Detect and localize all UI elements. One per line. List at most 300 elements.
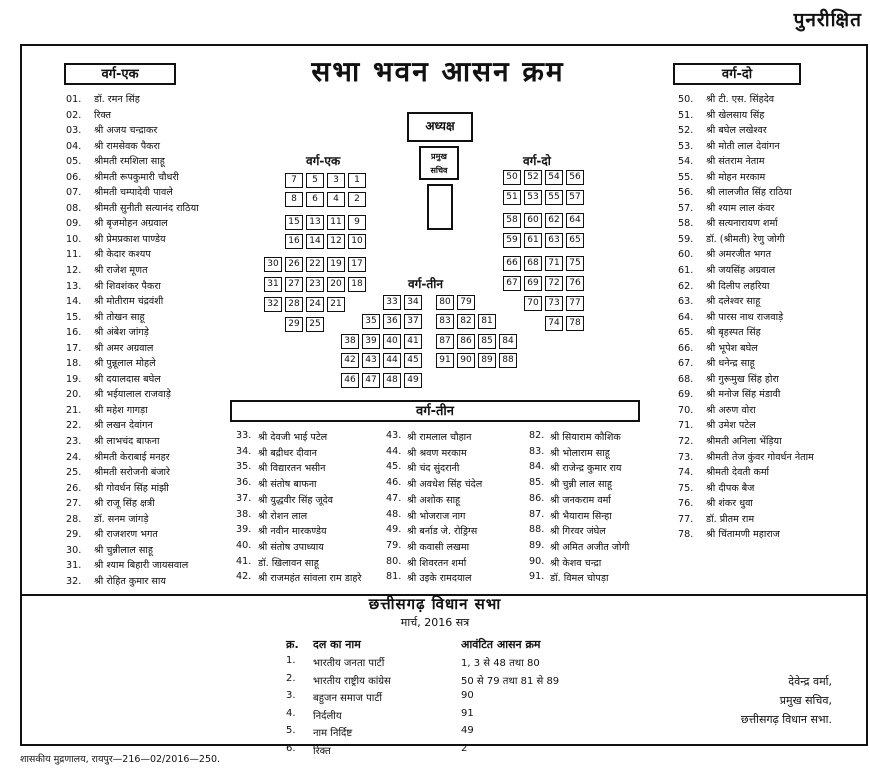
member-name: श्री श्याम लाल कंवर	[706, 202, 775, 214]
member-number: 37.	[236, 492, 252, 504]
member-number: 06.	[66, 171, 82, 183]
seat: 53	[524, 190, 542, 205]
list-item	[678, 481, 814, 497]
member-number: 04.	[66, 140, 82, 152]
seat: 22	[306, 257, 324, 272]
member-number: 33.	[236, 430, 252, 441]
seat: 73	[545, 296, 563, 311]
table-header: क्र.	[286, 638, 299, 651]
seat: 36	[383, 314, 401, 329]
seat: 50	[503, 170, 521, 185]
member-number: 51.	[678, 109, 694, 121]
list-item	[66, 310, 199, 326]
list-item	[678, 294, 814, 310]
member-name: श्री मोहन मरकाम	[706, 171, 766, 183]
member-number: 61.	[678, 265, 694, 277]
member-name: श्रीमती अनिला भेंड़िया	[706, 436, 782, 448]
member-name: श्री राजू सिंह क्षत्री	[94, 498, 155, 510]
seat: 42	[341, 353, 359, 368]
member-name: श्री शिवरतन शर्मा	[407, 557, 467, 569]
seat: 28	[285, 297, 303, 312]
member-name: श्रीमती चम्पादेवी पावले	[94, 187, 173, 199]
seat: 63	[545, 233, 563, 248]
member-number: 17.	[66, 342, 82, 354]
list-item	[66, 294, 199, 310]
member-name: श्रीमती रूपकुमारी चौधरी	[94, 171, 179, 183]
member-number: 05.	[66, 156, 82, 168]
member-number: 56.	[678, 187, 694, 199]
seat: 3	[327, 173, 345, 188]
member-name: श्री अमरजीत भगत	[706, 249, 772, 261]
member-name: श्री अमर अग्रवाल	[94, 342, 154, 354]
seat: 69	[524, 276, 542, 291]
list-item	[66, 418, 199, 434]
member-number: 80.	[386, 555, 402, 567]
table-cell: भारतीय जनता पार्टी	[313, 658, 385, 669]
member-number: 65.	[678, 327, 694, 339]
member-number: 57.	[678, 202, 694, 214]
member-number: 15.	[66, 311, 82, 323]
member-number: 55.	[678, 171, 694, 183]
seat-group-two-label: वर्ग-दो	[523, 154, 551, 168]
seat-group-one-label: वर्ग-एक	[306, 154, 341, 168]
list-item	[678, 108, 814, 124]
member-name: श्री दलेश्वर साहू	[706, 296, 761, 308]
seat: 47	[362, 373, 380, 388]
member-number: 47.	[386, 492, 402, 504]
member-number: 89.	[529, 539, 545, 551]
member-name: श्री राजेन्द्र कुमार राय	[550, 463, 622, 475]
seat: 79	[457, 295, 475, 310]
list-item	[66, 216, 199, 232]
table-cell: नाम निर्दिष्ट	[313, 728, 353, 739]
list-item	[66, 558, 199, 574]
list-item	[678, 372, 814, 388]
table-cell: 3.	[286, 690, 296, 701]
member-number: 44.	[386, 445, 402, 457]
member-name: श्री चंद सुंदरानी	[407, 463, 460, 475]
list-item	[678, 356, 814, 372]
seat: 16	[285, 234, 303, 249]
member-number: 16.	[66, 327, 82, 339]
seat: 34	[404, 295, 422, 310]
member-name: श्री उइके रामदयाल	[407, 573, 472, 585]
seat: 29	[285, 317, 303, 332]
member-number: 13.	[66, 280, 82, 292]
group-three-heading: वर्ग-तीन	[230, 400, 640, 422]
member-name: श्री भईयालाल राजवाड़े	[94, 389, 171, 401]
table-cell: 49	[461, 725, 474, 736]
list-item	[678, 434, 814, 450]
list-item	[66, 139, 199, 155]
seat: 85	[478, 334, 496, 349]
member-number: 01.	[66, 94, 82, 105]
member-name: श्री शंकर धुवा	[706, 498, 753, 510]
list-item	[678, 465, 814, 481]
member-number: 36.	[236, 477, 252, 489]
seat: 12	[327, 234, 345, 249]
member-number: 67.	[678, 358, 694, 370]
member-name: श्री खेलसाय सिंह	[706, 109, 765, 121]
member-name: श्री रामसेवक पैकरा	[94, 140, 160, 152]
seat: 44	[383, 353, 401, 368]
member-number: 77.	[678, 513, 694, 525]
seat: 30	[264, 257, 282, 272]
table-header: दल का नाम	[313, 638, 361, 651]
member-name: डॉ. खिलावन साहू	[258, 557, 319, 569]
member-number: 91.	[529, 571, 545, 583]
member-name: श्री रोहित कुमार साय	[94, 575, 166, 587]
member-number: 43.	[386, 430, 402, 441]
list-item	[66, 108, 199, 124]
seat: 33	[383, 295, 401, 310]
seat: 31	[264, 277, 282, 292]
list-item	[678, 185, 814, 201]
seat: 20	[327, 277, 345, 292]
seat: 77	[566, 296, 584, 311]
seat: 8	[285, 192, 303, 207]
list-item	[678, 279, 814, 295]
member-number: 48.	[386, 508, 402, 520]
list-item	[66, 465, 199, 481]
seat: 87	[436, 334, 454, 349]
member-name: श्री देवजी भाई पटेल	[258, 432, 328, 443]
member-name: डॉ. विमल चोपड़ा	[550, 573, 609, 585]
table-cell: 6.	[286, 742, 296, 754]
member-name: श्री सियाराम कौशिक	[550, 432, 621, 443]
member-number: 10.	[66, 233, 82, 245]
seat: 11	[327, 215, 345, 230]
list-item	[66, 325, 199, 341]
member-name: श्री धनेन्द्र साहू	[706, 358, 755, 370]
table-cell: बहुजन समाज पार्टी	[313, 693, 382, 704]
member-number: 41.	[236, 555, 252, 567]
member-name: श्री रामलाल चौहान	[407, 432, 472, 443]
seat: 40	[383, 334, 401, 349]
seat: 60	[524, 213, 542, 228]
member-number: 71.	[678, 420, 694, 432]
member-number: 09.	[66, 218, 82, 230]
member-name: श्री श्रवण मरकाम	[407, 447, 467, 459]
list-item	[678, 123, 814, 139]
list-item	[678, 527, 814, 543]
table-header: आवंटित आसन क्रम	[461, 638, 541, 651]
seat: 35	[362, 314, 380, 329]
list-item	[678, 403, 814, 419]
list-item	[66, 123, 199, 139]
list-item	[66, 543, 199, 559]
member-name: श्री बद्रीधर दीवान	[258, 447, 317, 459]
member-number: 45.	[386, 461, 402, 473]
member-number: 54.	[678, 156, 694, 168]
speaker-podium	[407, 112, 473, 142]
member-name: श्रीमती रमशिला साहू	[94, 156, 165, 168]
member-name: डॉ. रमन सिंह	[94, 94, 140, 105]
list-item	[66, 403, 199, 419]
member-name: श्री भोजराज नाग	[407, 510, 466, 522]
member-name: श्री केदार कश्यप	[94, 249, 151, 261]
member-number: 66.	[678, 342, 694, 354]
seat: 38	[341, 334, 359, 349]
member-number: 79.	[386, 539, 402, 551]
seat: 4	[327, 192, 345, 207]
member-number: 72.	[678, 436, 694, 448]
secretary-label-2: सचिव	[430, 166, 448, 175]
seat: 15	[285, 215, 303, 230]
member-number: 22.	[66, 420, 82, 432]
seat: 46	[341, 373, 359, 388]
seat: 39	[362, 334, 380, 349]
seat: 75	[566, 256, 584, 271]
signatory-name: देवेन्द्र वर्मा,	[788, 675, 832, 688]
member-number: 31.	[66, 560, 82, 572]
member-number: 76.	[678, 498, 694, 510]
seat: 27	[285, 277, 303, 292]
table-cell: 2	[461, 742, 468, 754]
table-cell: 50 से 79 तथा 81 से 89	[461, 675, 560, 687]
seat: 74	[545, 316, 563, 331]
member-number: 60.	[678, 249, 694, 261]
member-name: श्री बृहस्पत सिंह	[706, 327, 761, 339]
list-item	[66, 481, 199, 497]
member-name: श्री संतोष बाफना	[258, 479, 317, 491]
member-number: 26.	[66, 482, 82, 494]
member-name: श्री विद्यारतन भसीन	[258, 463, 326, 475]
list-item	[678, 341, 814, 357]
seat: 41	[404, 334, 422, 349]
list-item	[678, 154, 814, 170]
seat: 82	[457, 314, 475, 329]
list-item	[66, 201, 199, 217]
member-number: 62.	[678, 280, 694, 292]
member-name: श्री बृजमोहन अग्रवाल	[94, 218, 168, 230]
member-name: श्री लालजीत सिंह राठिया	[706, 187, 792, 199]
member-name: श्री टी. एस. सिंहदेव	[706, 94, 775, 105]
member-name: श्री राजमहंत सांवला राम डाहरे	[258, 573, 362, 585]
member-number: 63.	[678, 296, 694, 308]
list-item	[66, 279, 199, 295]
member-number: 23.	[66, 436, 82, 448]
member-number: 32.	[66, 575, 82, 587]
seat: 23	[306, 277, 324, 292]
member-number: 39.	[236, 524, 252, 536]
seat: 55	[545, 190, 563, 205]
member-number: 19.	[66, 373, 82, 385]
list-item	[678, 496, 814, 512]
member-number: 21.	[66, 404, 82, 416]
seat: 18	[348, 277, 366, 292]
member-name: श्री युद्धवीर सिंह जूदेव	[258, 494, 334, 506]
member-name: श्री अरुण वोरा	[706, 404, 756, 416]
member-name: श्रीमती तेज कुंवर गोवर्धन नेताम	[706, 451, 814, 463]
member-number: 49.	[386, 524, 402, 536]
member-name: श्री लाभचंद बाफना	[94, 436, 160, 448]
member-number: 88.	[529, 524, 545, 536]
member-number: 64.	[678, 311, 694, 323]
list-item	[66, 372, 199, 388]
member-name: श्री दयालदास बघेल	[94, 373, 161, 385]
member-number: 20.	[66, 389, 82, 401]
member-name: श्री कवासी लखमा	[407, 541, 470, 553]
list-item	[678, 201, 814, 217]
seat: 81	[478, 314, 496, 329]
list-item	[678, 216, 814, 232]
member-name: श्री मनोज सिंह मंडावी	[706, 389, 781, 401]
member-name: श्री अंबेश जांगड़े	[94, 327, 149, 339]
seat: 17	[348, 257, 366, 272]
list-item	[66, 496, 199, 512]
table-cell: निर्दलीय	[313, 710, 342, 722]
member-name: श्री सत्यनारायण शर्मा	[706, 218, 778, 230]
seat: 56	[566, 170, 584, 185]
seat: 21	[327, 297, 345, 312]
seat: 54	[545, 170, 563, 185]
page-title: सभा भवन आसन क्रम	[311, 55, 565, 88]
seat: 66	[503, 256, 521, 271]
member-number: 83.	[529, 445, 545, 457]
member-number: 28.	[66, 513, 82, 525]
list-item	[66, 154, 199, 170]
signatory-org: छत्तीसगढ़ विधान सभा.	[740, 713, 832, 726]
member-name: श्री तोखन साहू	[94, 311, 145, 323]
list-item	[66, 387, 199, 403]
list-item	[66, 450, 199, 466]
seat: 10	[348, 234, 366, 249]
table-cell: 4.	[286, 707, 296, 719]
seat: 76	[566, 276, 584, 291]
member-number: 69.	[678, 389, 694, 401]
member-name: श्री अजय चन्द्राकर	[94, 125, 158, 137]
member-number: 53.	[678, 140, 694, 152]
member-number: 70.	[678, 404, 694, 416]
seat: 83	[436, 314, 454, 329]
member-number: 11.	[66, 249, 82, 261]
table-cell: 5.	[286, 725, 296, 736]
member-number: 30.	[66, 544, 82, 556]
seat: 86	[457, 334, 475, 349]
member-number: 86.	[529, 492, 545, 504]
seat: 58	[503, 213, 521, 228]
seat: 59	[503, 233, 521, 248]
member-name: श्री जनकराम वर्मा	[550, 494, 611, 506]
member-name: श्री भूपेश बघेल	[706, 342, 758, 354]
member-name: श्री प्रेमप्रकाश पाण्डेय	[94, 233, 166, 245]
list-item	[66, 247, 199, 263]
seat: 78	[566, 316, 584, 331]
table-cell: 2.	[286, 672, 296, 684]
member-name: श्रीमती देवती कर्मा	[706, 467, 770, 479]
seat: 19	[327, 257, 345, 272]
member-name: श्री पुन्नूलाल मोहले	[94, 358, 156, 370]
member-name: डॉ. (श्रीमती) रेणु जोगी	[706, 233, 785, 245]
member-name: श्री बर्नाड जे. रोड्रिग्स	[407, 526, 478, 538]
seat: 91	[436, 353, 454, 368]
member-name: श्री जयसिंह अग्रवाल	[706, 265, 776, 277]
member-number: 24.	[66, 451, 82, 463]
seat: 45	[404, 353, 422, 368]
list-item	[66, 512, 199, 528]
member-name: डॉ. सनम जांगड़े	[94, 513, 149, 525]
seat: 26	[285, 257, 303, 272]
table-cell: 90	[461, 690, 474, 701]
member-number: 38.	[236, 508, 252, 520]
list-item	[66, 185, 199, 201]
list-item	[66, 232, 199, 248]
seat: 90	[457, 353, 475, 368]
seat: 89	[478, 353, 496, 368]
member-name: श्री दिलीप लहरिया	[706, 280, 770, 292]
member-name: श्री मोतीराम चंद्रवंशी	[94, 296, 164, 308]
signatory-post: प्रमुख सचिव,	[779, 694, 832, 707]
member-number: 34.	[236, 445, 252, 457]
printer-footer: शासकीय मुद्रणालय, रायपुर—216—02/2016—250.	[20, 754, 221, 765]
member-number: 82.	[529, 430, 545, 441]
seat: 61	[524, 233, 542, 248]
list-item	[678, 247, 814, 263]
list-item	[66, 170, 199, 186]
member-name: श्री शिवशंकर पैकरा	[94, 280, 161, 292]
seat: 9	[348, 215, 366, 230]
list-item	[678, 92, 814, 108]
seat: 71	[545, 256, 563, 271]
member-number: 50.	[678, 94, 694, 105]
member-number: 52.	[678, 125, 694, 137]
member-number: 14.	[66, 296, 82, 308]
revised-stamp: पुनरीक्षित	[793, 9, 862, 31]
member-name: श्री दीपक बैज	[706, 482, 755, 494]
seat: 88	[499, 353, 517, 368]
member-number: 75.	[678, 482, 694, 494]
list-item	[66, 263, 199, 279]
table-cell: 1, 3 से 48 तथा 80	[461, 658, 540, 669]
member-name: श्री मोती लाल देवांगन	[706, 140, 780, 152]
list-item	[678, 232, 814, 248]
seat-group-three-label: वर्ग-तीन	[408, 277, 444, 291]
member-number: 42.	[236, 571, 252, 583]
seat: 64	[566, 213, 584, 228]
seat: 52	[524, 170, 542, 185]
list-item	[66, 434, 199, 450]
member-number: 27.	[66, 498, 82, 510]
member-name: श्री राजेश मूणत	[94, 265, 148, 277]
member-number: 84.	[529, 461, 545, 473]
table-cell: रिक्त	[313, 745, 331, 757]
list-item	[678, 263, 814, 279]
member-name: श्री अवधेश सिंह चंदेल	[407, 479, 483, 491]
list-item	[678, 418, 814, 434]
seat: 62	[545, 213, 563, 228]
seat: 13	[306, 215, 324, 230]
seat: 1	[348, 173, 366, 188]
member-name: श्री गुरूमुख सिंह होरा	[706, 373, 779, 385]
member-name: श्री महेश गागड़ा	[94, 404, 148, 416]
seat: 48	[383, 373, 401, 388]
seat: 32	[264, 297, 282, 312]
member-name: श्री भैयाराम सिन्हा	[550, 510, 612, 522]
speaker-label: अध्यक्ष	[425, 119, 455, 133]
seat: 68	[524, 256, 542, 271]
group-two-heading: वर्ग-दो	[673, 63, 801, 85]
member-name: श्री अमित अजीत जोगी	[550, 541, 630, 553]
member-number: 29.	[66, 529, 82, 541]
list-item	[678, 310, 814, 326]
member-name: श्री भोलाराम साहू	[550, 447, 610, 459]
seat: 43	[362, 353, 380, 368]
member-name: श्री गोवर्धन सिंह मांझी	[94, 482, 169, 494]
secretary-desk	[419, 146, 459, 180]
seat: 25	[306, 317, 324, 332]
seat: 37	[404, 314, 422, 329]
